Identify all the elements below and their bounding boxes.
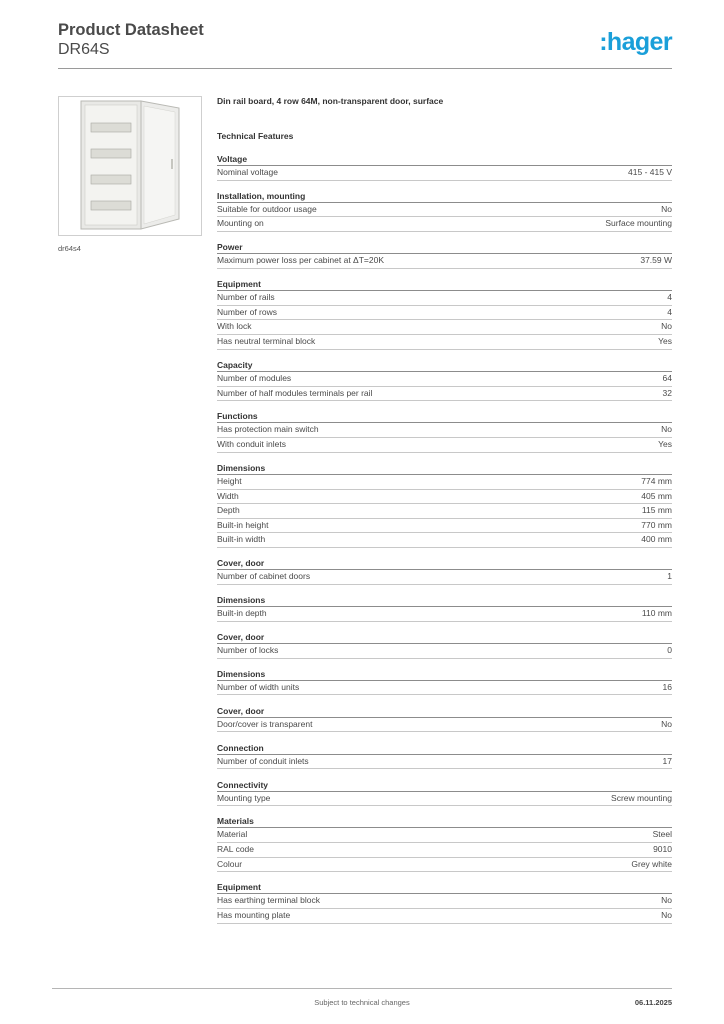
spec-section — [217, 705, 672, 733]
section-heading: Dimensions — [217, 462, 672, 475]
spec-row — [217, 291, 672, 306]
page-title: Product Datasheet — [58, 21, 204, 39]
spec-value: Grey white — [631, 858, 672, 869]
product-code: DR64S — [58, 41, 110, 58]
spec-label: Maximum power loss per cabinet at ΔT=20K — [217, 255, 385, 266]
spec-section — [217, 742, 672, 770]
spec-label: Material — [217, 829, 248, 840]
spec-label: Mounting type — [217, 792, 271, 803]
spec-row — [217, 718, 672, 733]
spec-row — [217, 894, 672, 909]
spec-row — [217, 607, 672, 622]
section-heading: Cover, door — [217, 631, 672, 644]
footer-date: 06.11.2025 — [634, 998, 672, 1007]
spec-row — [217, 533, 672, 548]
spec-label: Number of modules — [217, 372, 292, 383]
spec-row — [217, 475, 672, 490]
product-description: Din rail board, 4 row 64M, non-transparent door, surface — [217, 96, 444, 106]
spec-label: Number of locks — [217, 644, 279, 655]
spec-value: 415 - 415 V — [628, 167, 672, 177]
spec-label: Mounting on — [217, 218, 264, 229]
spec-label: Has mounting plate — [217, 910, 291, 921]
spec-row — [217, 490, 672, 505]
footer-note: Subject to technical changes — [314, 998, 410, 1007]
spec-value: Yes — [658, 336, 672, 347]
spec-row — [217, 372, 672, 387]
spec-row — [217, 828, 672, 843]
spec-section — [217, 190, 672, 232]
section-heading: Dimensions — [217, 594, 672, 607]
spec-section — [217, 359, 672, 401]
spec-row — [217, 306, 672, 321]
spec-value: No — [661, 424, 672, 435]
spec-section — [217, 462, 672, 548]
spec-value: 4 — [667, 292, 672, 303]
spec-label: Nominal voltage — [217, 167, 278, 177]
spec-value: 64 — [662, 372, 672, 383]
section-heading: Equipment — [217, 881, 672, 894]
spec-value: 17 — [662, 755, 672, 766]
spec-row — [217, 438, 672, 453]
spec-label: Number of rails — [217, 292, 275, 303]
spec-row — [217, 792, 672, 807]
spec-section — [217, 631, 672, 659]
spec-value: No — [661, 910, 672, 921]
spec-label: Built-in height — [217, 519, 269, 530]
spec-value: 4 — [667, 306, 672, 317]
section-heading: Equipment — [217, 278, 672, 291]
spec-label: Number of cabinet doors — [217, 571, 311, 582]
spec-row — [217, 504, 672, 519]
spec-value: 0 — [667, 644, 672, 655]
spec-value: 115 mm — [641, 505, 672, 516]
spec-value: 400 mm — [641, 534, 672, 545]
spec-label: Built-in depth — [217, 608, 267, 619]
spec-row — [217, 570, 672, 585]
spec-value: 1 — [667, 571, 672, 582]
spec-value: 37.59 W — [640, 255, 672, 266]
image-caption: dr64s4 — [58, 244, 81, 253]
spec-label: Has earthing terminal block — [217, 895, 320, 906]
spec-row — [217, 320, 672, 335]
spec-row — [217, 909, 672, 924]
spec-label: Number of rows — [217, 306, 277, 317]
spec-label: With lock — [217, 321, 252, 332]
spec-value: 405 mm — [641, 490, 672, 501]
spec-section — [217, 779, 672, 807]
spec-row — [217, 519, 672, 534]
cabinet-illustration — [59, 97, 201, 235]
spec-value: Yes — [658, 439, 672, 450]
spec-label: Number of half modules terminals per rail — [217, 387, 373, 398]
spec-section — [217, 668, 672, 696]
header-divider — [58, 68, 672, 69]
section-heading: Functions — [217, 410, 672, 423]
spec-value: No — [661, 321, 672, 332]
spec-value: No — [661, 895, 672, 906]
spec-label: Door/cover is transparent — [217, 718, 313, 729]
spec-value: 32 — [662, 387, 672, 398]
spec-value: 16 — [662, 681, 672, 692]
spec-section — [217, 278, 672, 349]
spec-value: Screw mounting — [611, 792, 672, 803]
section-heading: Connection — [217, 742, 672, 755]
spec-value: 770 mm — [641, 519, 672, 530]
spec-row — [217, 166, 672, 181]
spec-label: Width — [217, 490, 239, 501]
hager-logo: :hager — [599, 28, 672, 56]
spec-value: Steel — [652, 829, 672, 840]
spec-section — [217, 410, 672, 452]
product-image — [58, 96, 202, 236]
spec-section — [217, 153, 672, 181]
spec-row — [217, 217, 672, 232]
spec-value: Surface mounting — [605, 218, 672, 229]
spec-label: Number of width units — [217, 681, 300, 692]
section-heading: Capacity — [217, 359, 672, 372]
spec-section — [217, 241, 672, 269]
spec-label: Built-in width — [217, 534, 266, 545]
spec-section — [217, 881, 672, 923]
spec-sections — [217, 153, 672, 924]
spec-row — [217, 755, 672, 770]
spec-label: Suitable for outdoor usage — [217, 203, 317, 214]
spec-row — [217, 254, 672, 269]
footer-divider — [52, 988, 672, 989]
section-heading: Cover, door — [217, 705, 672, 718]
section-heading: Power — [217, 241, 672, 254]
spec-row — [217, 203, 672, 218]
spec-section — [217, 815, 672, 872]
spec-row — [217, 681, 672, 696]
spec-label: With conduit inlets — [217, 439, 286, 450]
spec-section — [217, 594, 672, 622]
page-header — [58, 20, 204, 60]
spec-label: Number of conduit inlets — [217, 755, 309, 766]
spec-row — [217, 387, 672, 402]
spec-label: RAL code — [217, 844, 255, 854]
section-heading: Connectivity — [217, 779, 672, 792]
spec-row — [217, 335, 672, 350]
section-heading: Installation, mounting — [217, 190, 672, 203]
spec-label: Has neutral terminal block — [217, 336, 316, 347]
spec-label: Depth — [217, 505, 240, 516]
spec-label: Height — [217, 475, 242, 486]
spec-section — [217, 557, 672, 585]
spec-label: Colour — [217, 858, 243, 869]
section-heading: Voltage — [217, 153, 672, 166]
section-heading: Materials — [217, 815, 672, 828]
spec-value: 9010 — [653, 844, 672, 854]
spec-row — [217, 423, 672, 438]
spec-content — [217, 95, 672, 933]
technical-features-heading: Technical Features — [217, 131, 294, 141]
spec-value: No — [661, 718, 672, 729]
spec-value: No — [661, 203, 672, 214]
section-heading: Dimensions — [217, 668, 672, 681]
spec-row — [217, 843, 672, 858]
spec-row — [217, 858, 672, 873]
spec-label: Has protection main switch — [217, 424, 319, 435]
section-heading: Cover, door — [217, 557, 672, 570]
spec-row — [217, 644, 672, 659]
spec-value: 774 mm — [641, 475, 672, 486]
spec-value: 110 mm — [641, 608, 672, 619]
